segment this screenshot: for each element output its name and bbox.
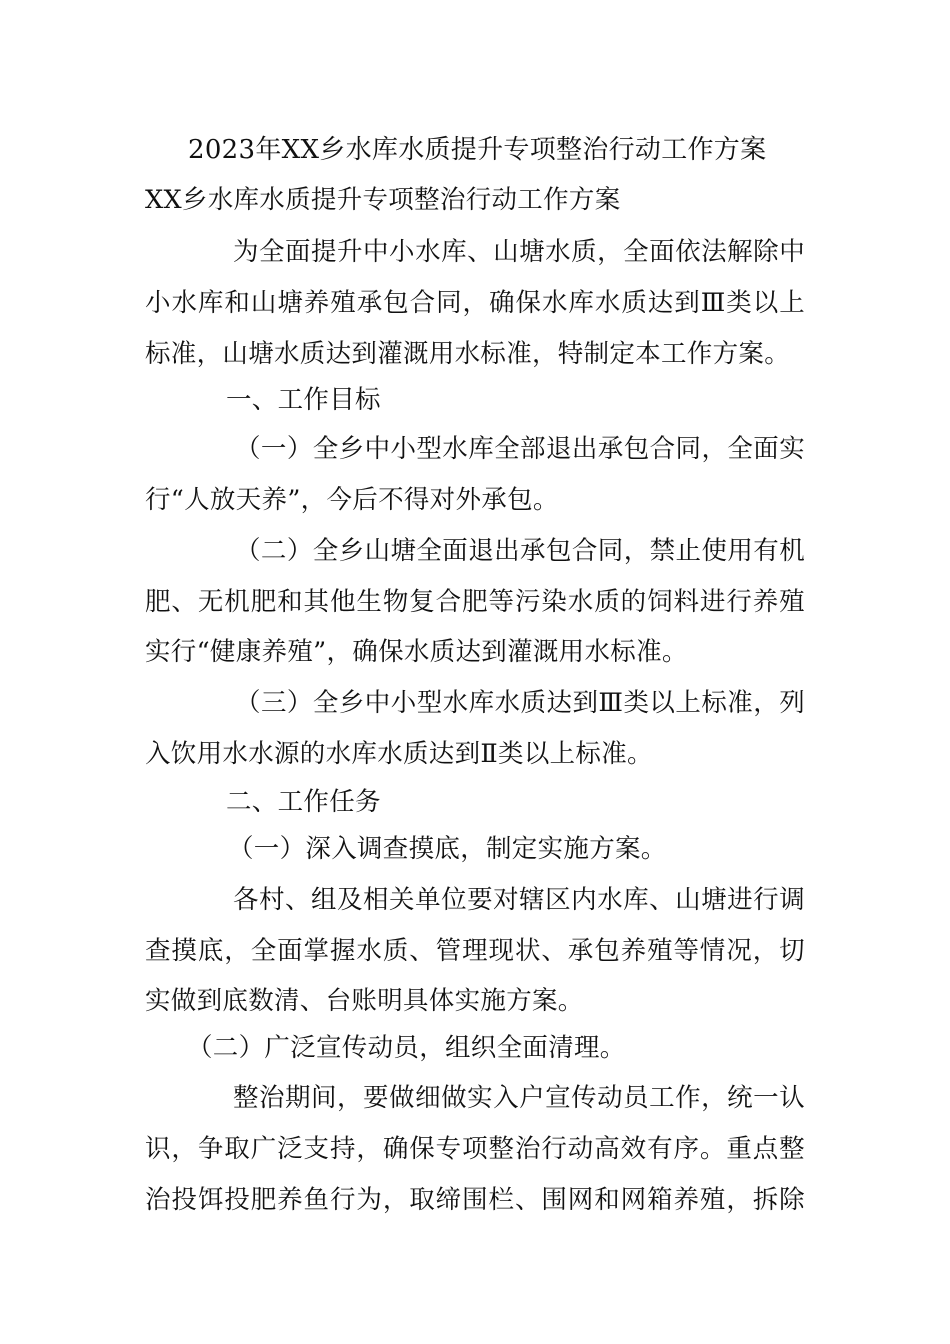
intro-line-2: 小水库和山塘养殖承包合同，确保水库水质达到Ⅲ类以上 (145, 288, 805, 318)
intro-line-3: 标准，山塘水质达到灌溉用水标准，特制定本工作方案。 (145, 339, 791, 369)
goal-3-line-2: 入饮用水水源的水库水质达到Ⅱ类以上标准。 (145, 739, 653, 769)
task-1-heading: （一）深入调查摸底，制定实施方案。 (228, 834, 667, 864)
document-subtitle: XX乡水库水质提升专项整治行动工作方案 (145, 185, 621, 215)
goal-2-line-1: （二）全乡山塘全面退出承包合同，禁止使用有机 (235, 536, 805, 566)
task-1-line-2: 查摸底，全面掌握水质、管理现状、承包养殖等情况，切 (145, 936, 805, 966)
task-1-line-3: 实做到底数清、台账明具体实施方案。 (145, 986, 584, 1016)
intro-line-1: 为全面提升中小水库、山塘水质，全面依法解除中 (233, 237, 805, 267)
goal-3-line-1: （三）全乡中小型水库水质达到Ⅲ类以上标准，列 (235, 688, 805, 718)
task-2-heading: （二）广泛宣传动员，组织全面清理。 (187, 1033, 626, 1063)
task-2-line-3: 治投饵投肥养鱼行为，取缔围栏、围网和网箱养殖，拆除 (145, 1185, 805, 1215)
document-title: 2023年XX乡水库水质提升专项整治行动工作方案 (188, 135, 767, 165)
task-2-line-2: 识，争取广泛支持，确保专项整治行动高效有序。重点整 (145, 1134, 805, 1164)
goal-2-line-3: 实行“健康养殖”，确保水质达到灌溉用水标准。 (145, 637, 688, 667)
goal-2-line-2: 肥、无机肥和其他生物复合肥等污染水质的饲料进行养殖 (145, 587, 805, 617)
goal-1-line-2: 行“人放天养”，今后不得对外承包。 (145, 485, 559, 515)
task-1-line-1: 各村、组及相关单位要对辖区内水库、山塘进行调 (233, 885, 805, 915)
goal-1-line-1: （一）全乡中小型水库全部退出承包合同，全面实 (235, 434, 805, 464)
section-heading-goals: 一、工作目标 (226, 385, 381, 415)
section-heading-tasks: 二、工作任务 (226, 787, 381, 817)
task-2-line-1: 整治期间，要做细做实入户宣传动员工作，统一认 (233, 1083, 805, 1113)
